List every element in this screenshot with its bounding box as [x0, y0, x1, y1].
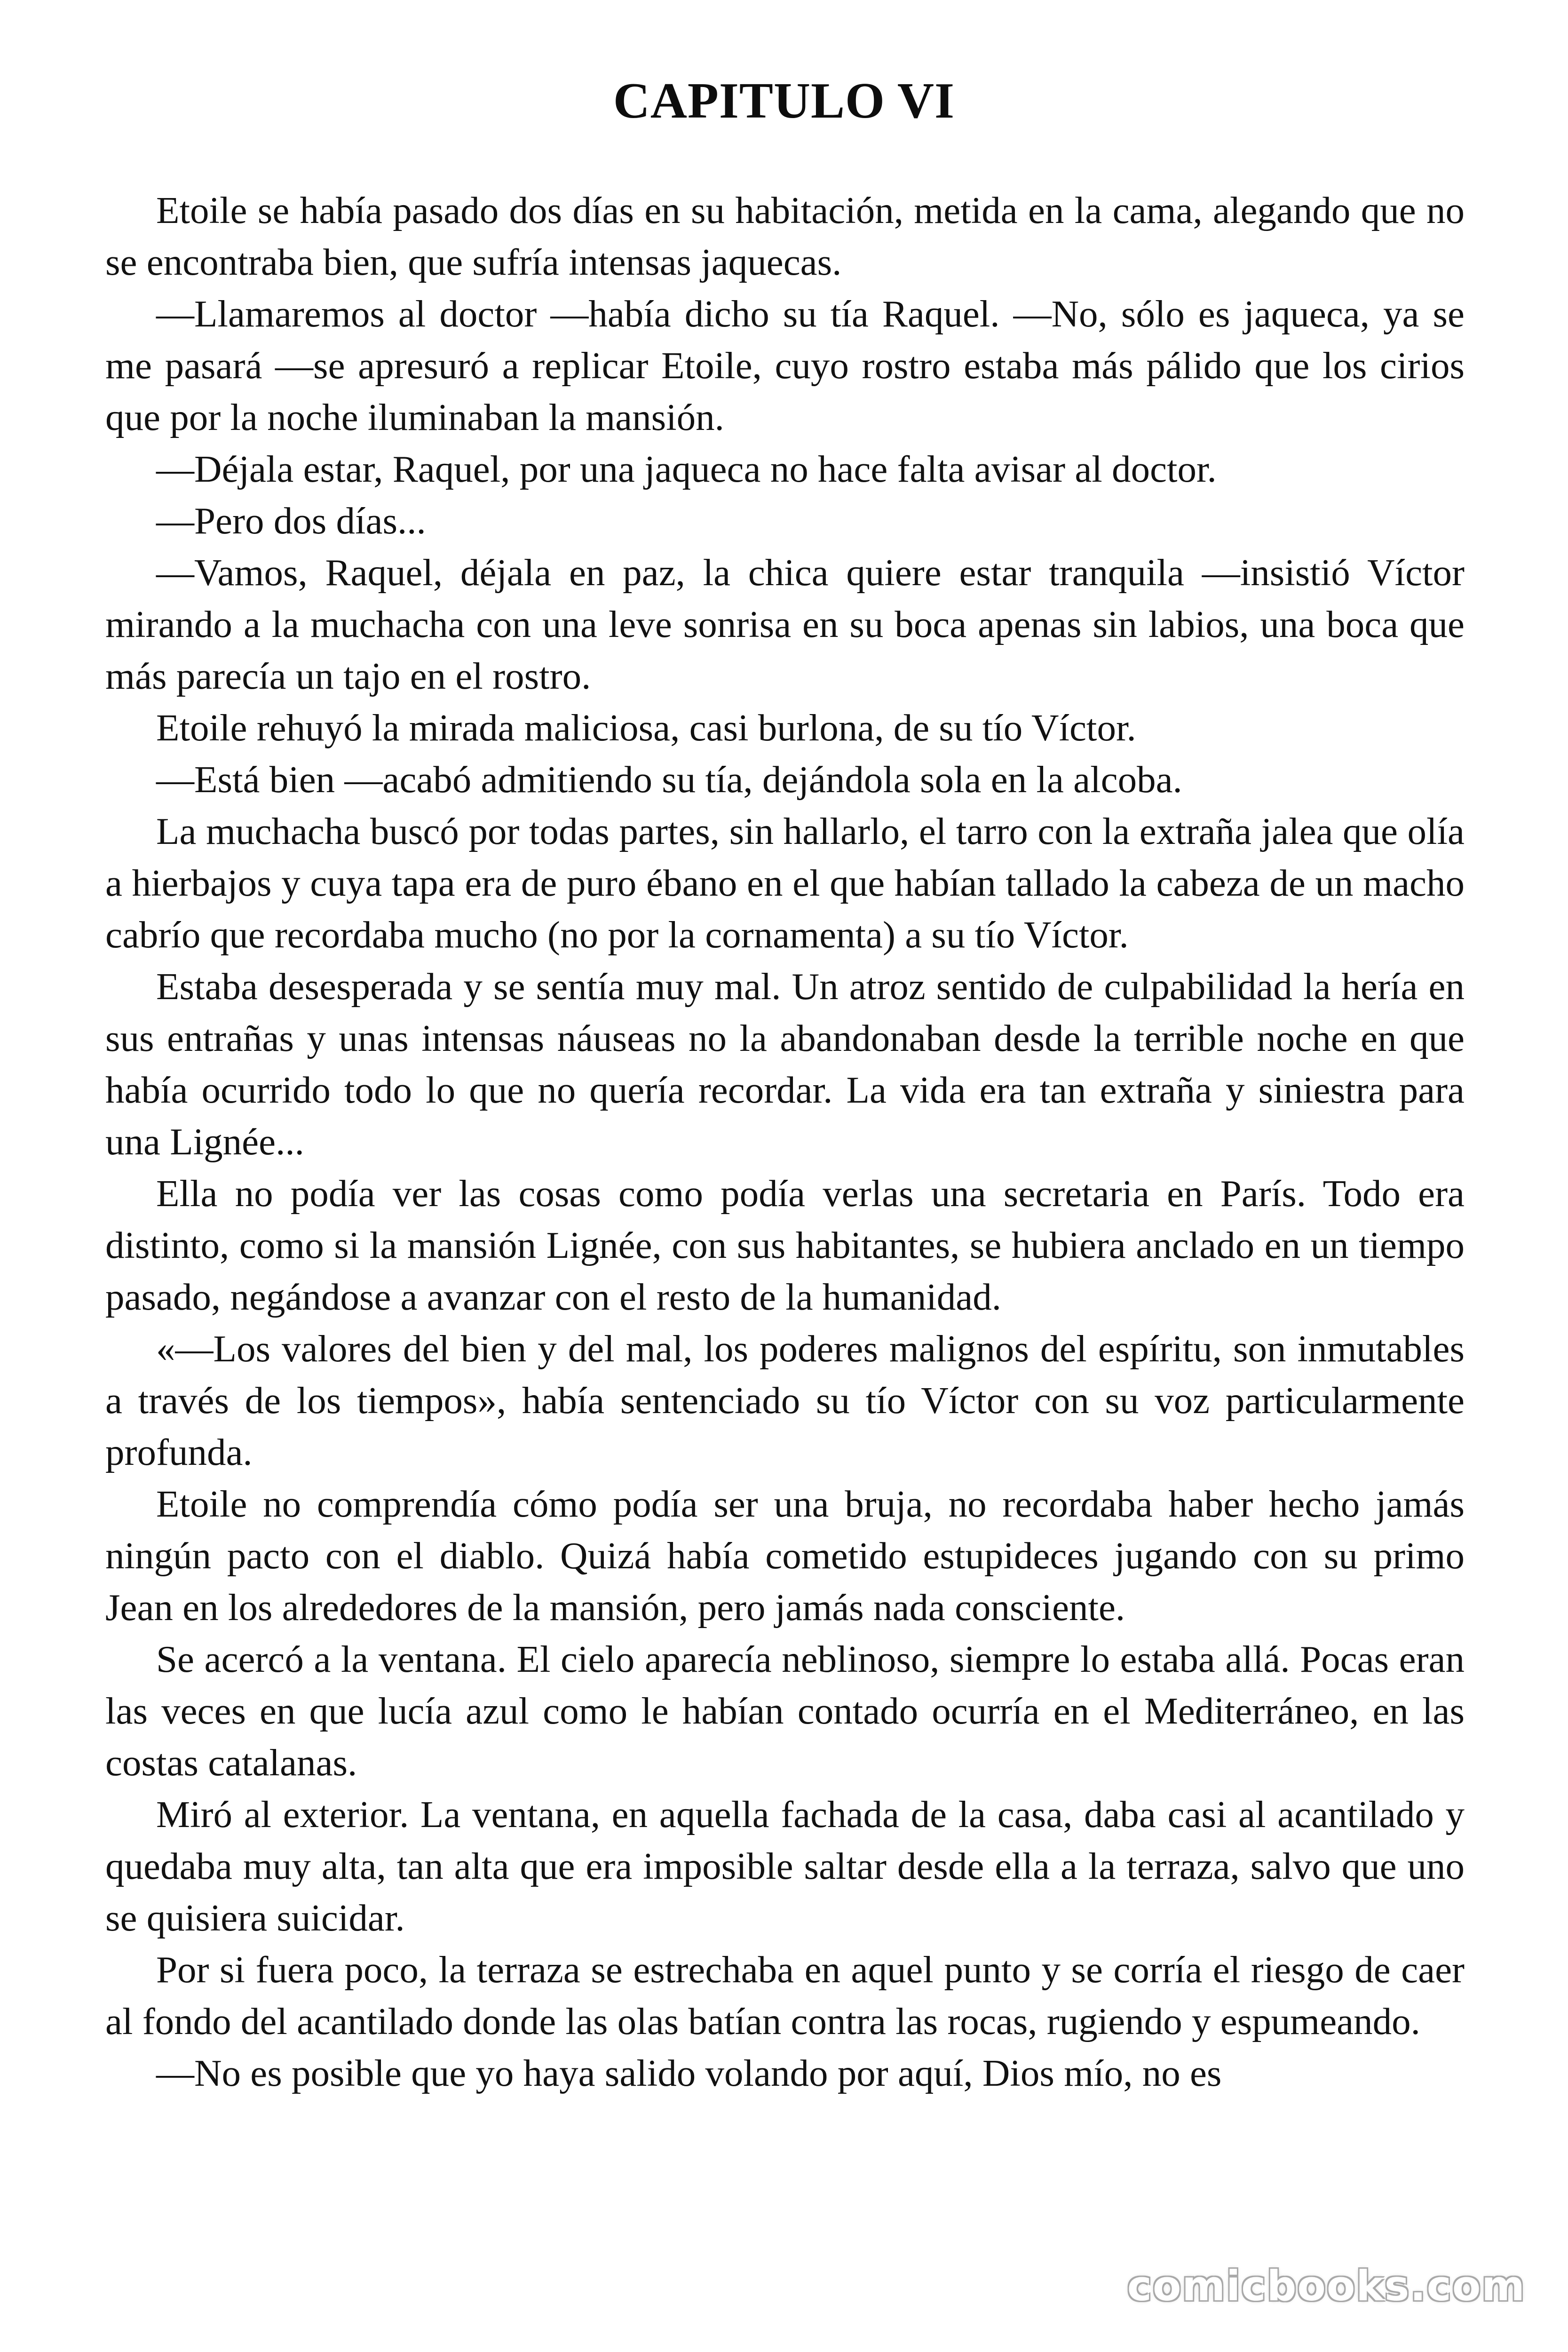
paragraph: Estaba desesperada y se sentía muy mal. Un atroz sentido de culpabilidad la hería en sus entrañas y unas intensas náuseas no la abandonaban desde la terrible noche en que había ocurrido todo lo que no quería recordar. La vida era tan extraña y siniestra para una Lignée...: [105, 965, 1465, 1163]
paragraph: «—Los valores del bien y del mal, los poderes malignos del espíritu, son inmutables a través de los tiempos», había sentenciado su tío Víctor con su voz particularmente profunda.: [105, 1327, 1465, 1473]
paragraph: Ella no podía ver las cosas como podía verlas una secretaria en París. Todo era distinto, como si la mansión Lignée, con sus habitantes, se hubiera anclado en un tiempo pasado, negándose a avanzar con el resto de la humanidad.: [105, 1172, 1465, 1318]
paragraph: Etoile se había pasado dos días en su habitación, metida en la cama, alegando que no se encontraba bien, que sufría intensas jaquecas.: [105, 189, 1465, 283]
paragraph: Miró al exterior. La ventana, en aquella fachada de la casa, daba casi al acantilado y quedaba muy alta, tan alta que era imposible saltar desde ella a la terraza, salvo que uno se quisiera suicidar.: [105, 1793, 1465, 1939]
paragraph: La muchacha buscó por todas partes, sin hallarlo, el tarro con la extraña jalea que olía a hierbajos y cuya tapa era de puro ébano en el que habían tallado la cabeza de un macho cabrío que recordaba mucho (no por la cornamenta) a su tío Víctor.: [105, 810, 1465, 956]
chapter-body: [105, 184, 1465, 2099]
watermark: comicbooks.com: [1127, 2262, 1526, 2310]
paragraph: —No es posible que yo haya salido volando por aquí, Dios mío, no es: [156, 2052, 1222, 2094]
paragraph: Por si fuera poco, la terraza se estrechaba en aquel punto y se corría el riesgo de caer al fondo del acantilado donde las olas batían contra las rocas, rugiendo y espumeando.: [105, 1948, 1465, 2042]
paragraph: —Déjala estar, Raquel, por una jaqueca no hace falta avisar al doctor.: [156, 448, 1217, 490]
paragraph: —Está bien —acabó admitiendo su tía, dejándola sola en la alcoba.: [156, 758, 1182, 801]
paragraph: —Llamaremos al doctor —había dicho su tía Raquel. —No, sólo es jaqueca, ya se me pasará —se apresuró a replicar Etoile, cuyo rostro estaba más pálido que los cirios que por la noche iluminaban la mansión.: [105, 293, 1465, 438]
paragraph: —Pero dos días...: [156, 500, 426, 542]
chapter-title: CAPITULO VI: [613, 73, 955, 129]
paragraph: —Vamos, Raquel, déjala en paz, la chica quiere estar tranquila —insistió Víctor mirando a la muchacha con una leve sonrisa en su boca apenas sin labios, una boca que más parecía un tajo en el rostro.: [105, 551, 1465, 697]
paragraph: Se acercó a la ventana. El cielo aparecía neblinoso, siempre lo estaba allá. Pocas eran las veces en que lucía azul como le habían contado ocurría en el Mediterráneo, en las costas catalanas.: [105, 1638, 1465, 1784]
paragraph: Etoile no comprendía cómo podía ser una bruja, no recordaba haber hecho jamás ningún pacto con el diablo. Quizá había cometido estupideces jugando con su primo Jean en los alrededores de la mansión, pero jamás nada consciente.: [105, 1483, 1465, 1629]
paragraph: Etoile rehuyó la mirada maliciosa, casi burlona, de su tío Víctor.: [156, 707, 1136, 749]
